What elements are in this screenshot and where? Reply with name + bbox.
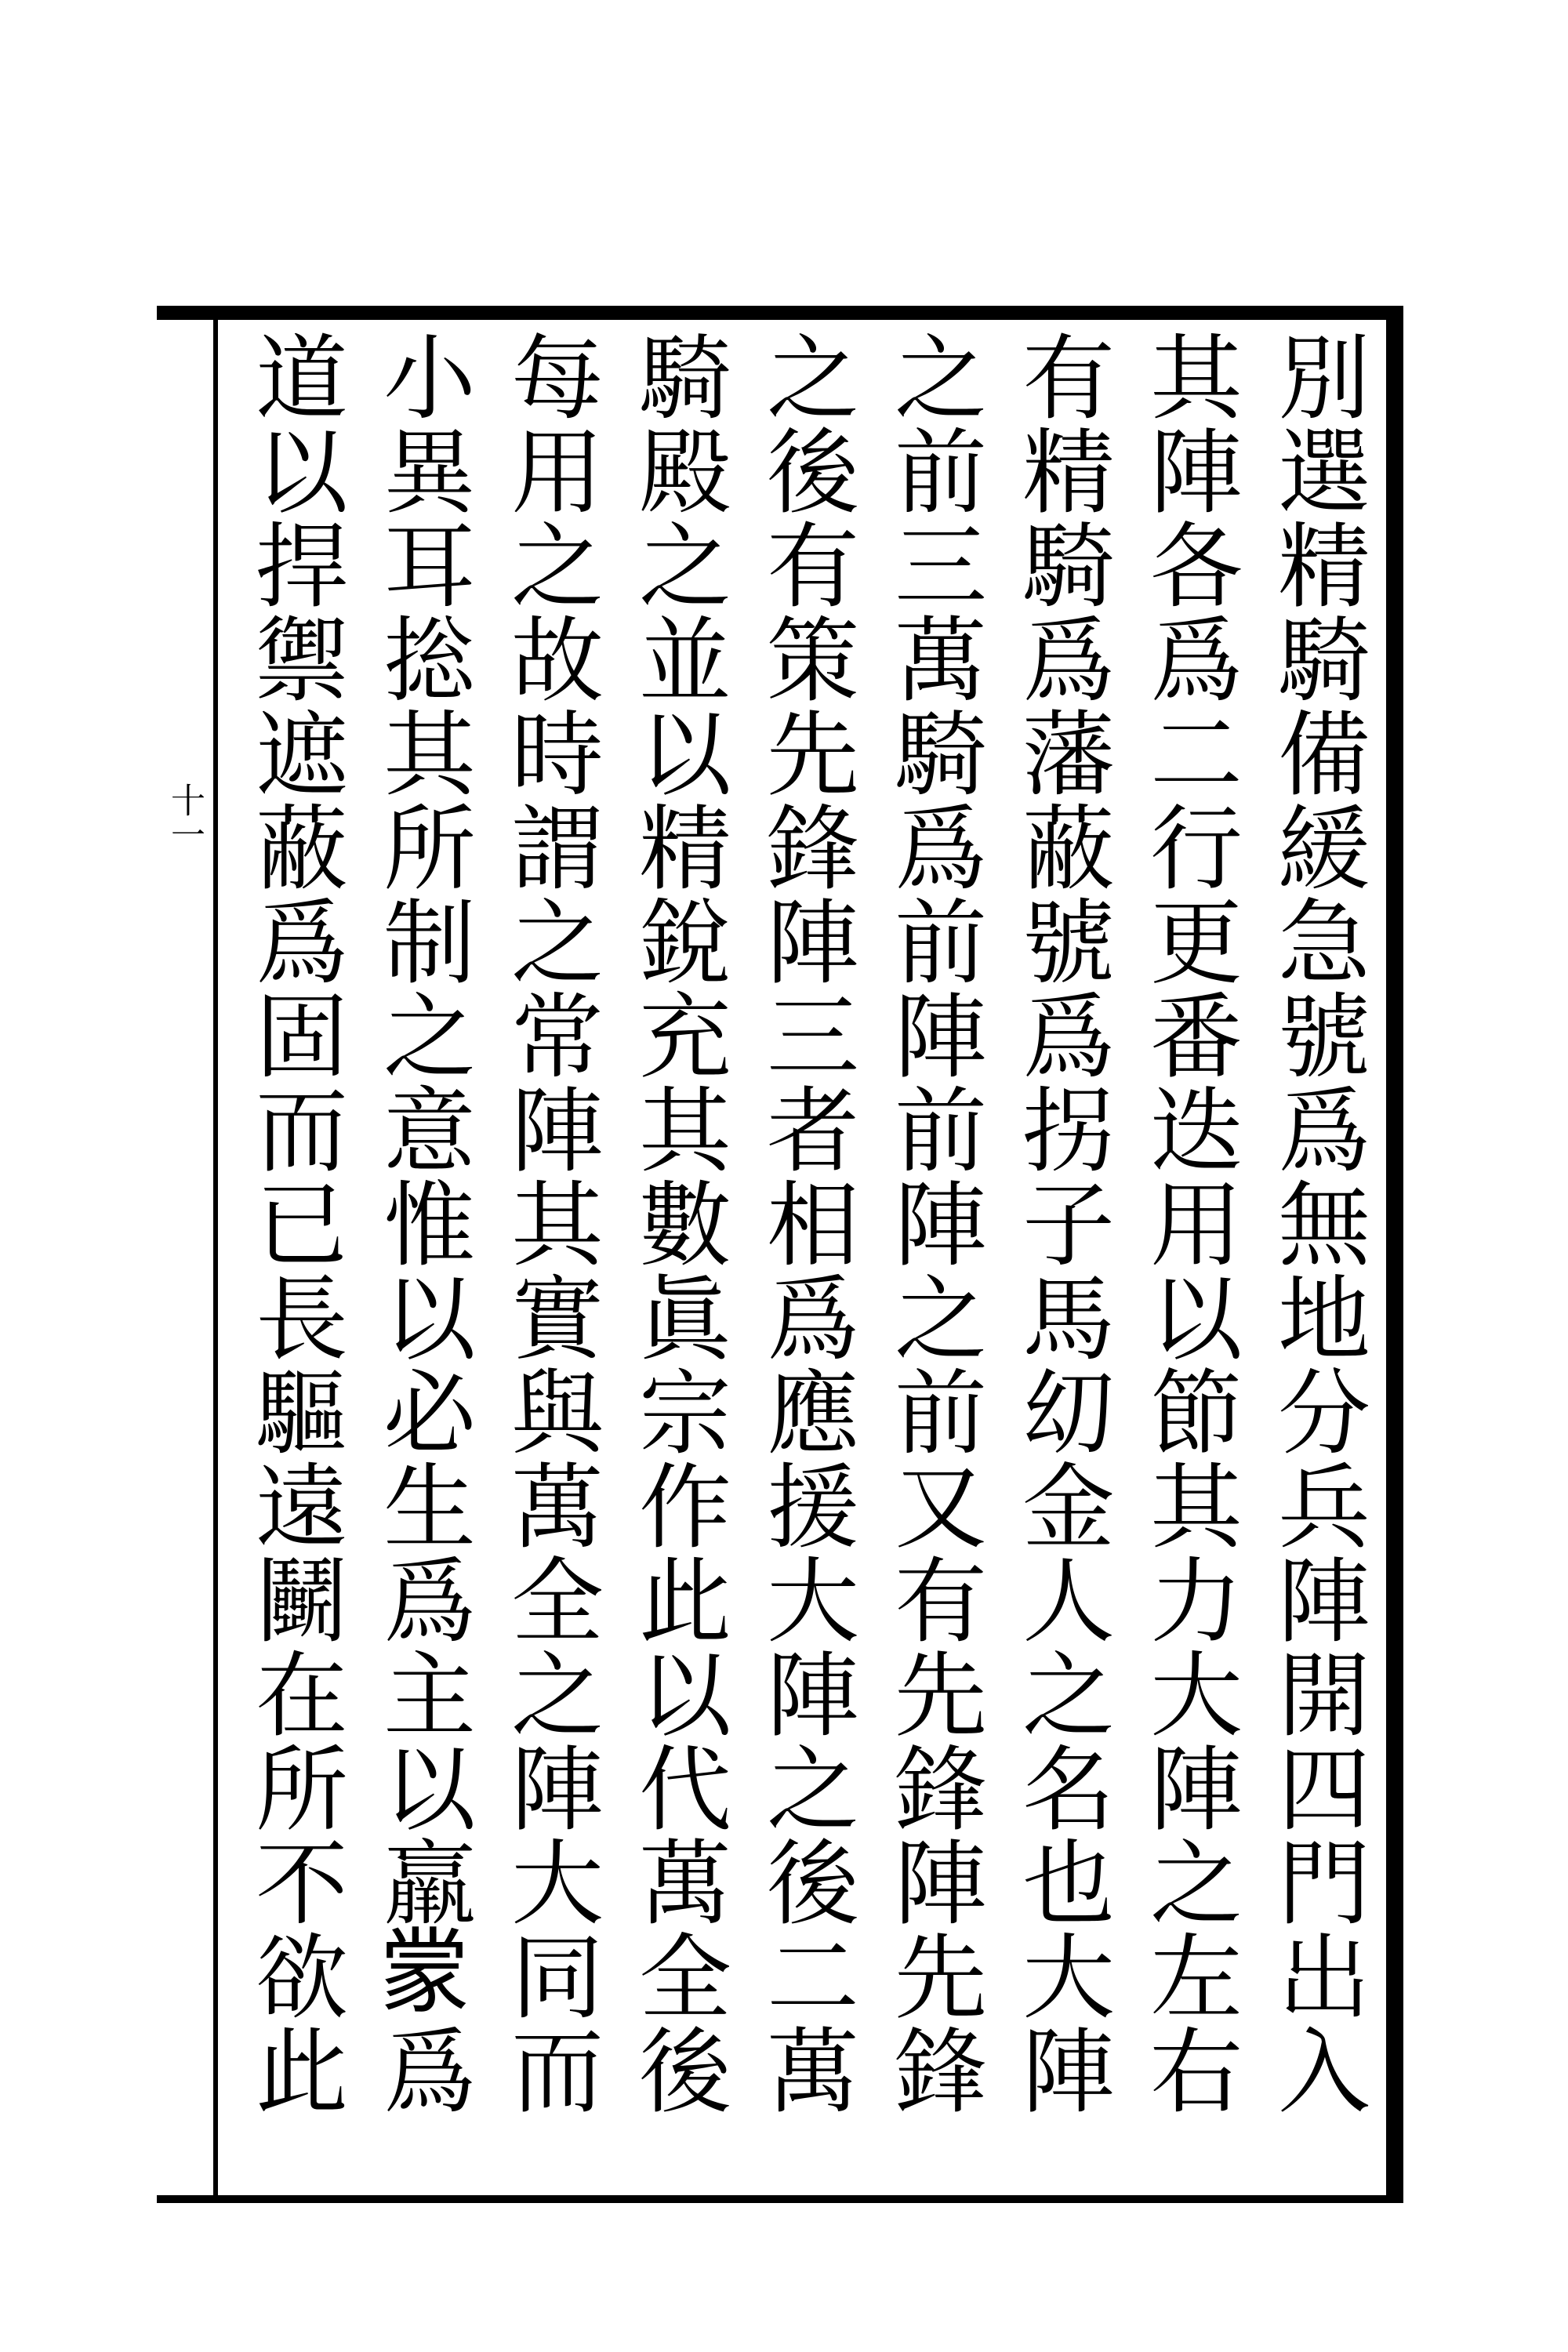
text-column-9: 道以捍禦遮蔽爲固而已長驅遠鬭在所不欲此	[240, 329, 348, 2117]
text-column-6: 騎殿之並以精銳充其數眞宗作此以代萬全後	[623, 329, 731, 2117]
margin-rule	[213, 314, 218, 2195]
text-column-3: 有精騎爲藩蔽號爲拐子馬㓜金人之名也大陣	[1007, 329, 1115, 2117]
text-column-8: 小異耳捴其所制之意惟以必生爲主以羸𫎇爲	[368, 329, 476, 2117]
margin-page-number: 十一	[165, 782, 205, 851]
text-column-1: 別選精騎備緩急號爲無地分兵陣開四門出入	[1262, 329, 1370, 2117]
main-text	[227, 329, 1380, 2195]
text-column-7: 每用之故時謂之常陣其實與萬全之陣大同而	[495, 329, 604, 2117]
text-column-5: 之後有策先鋒陣三者相爲應援大陣之後二萬	[751, 329, 859, 2117]
margin-column	[157, 321, 212, 2195]
text-column-4: 之前三萬騎爲前陣前陣之前又有先鋒陣先鋒	[879, 329, 987, 2117]
text-column-2: 其陣各爲二行更番迭用以節其力大陣之左右	[1134, 329, 1243, 2117]
